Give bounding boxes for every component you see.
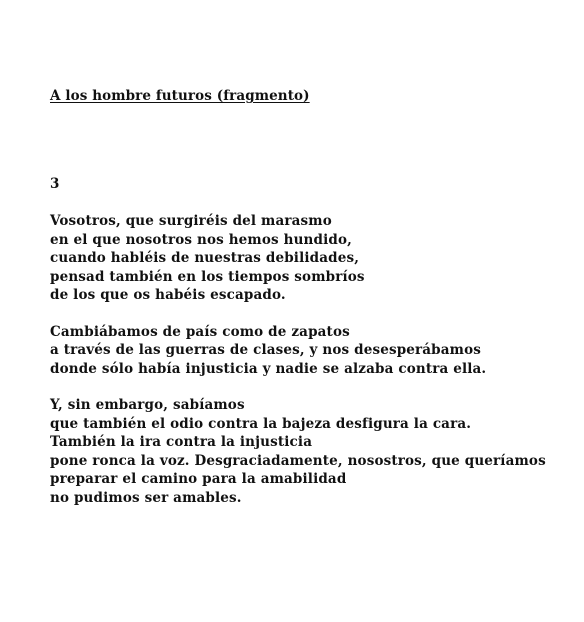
poem-line: Y, sin embargo, sabíamos xyxy=(50,397,245,413)
poem-line: preparar el camino para la amabilidad xyxy=(50,471,347,487)
poem-line: a través de las guerras de clases, y nos desesperábamos xyxy=(50,342,482,358)
stanza-3 xyxy=(50,396,580,507)
poem-line: donde sólo había injusticia y nadie se alzaba contra ella. xyxy=(50,360,487,377)
document-title: A los hombre futuros (fragmento) xyxy=(50,88,310,104)
poem-line: cuando habléis de nuestras debilidades, xyxy=(50,250,360,266)
section-number: 3 xyxy=(50,176,60,192)
poem-line: También la ira contra la injusticia xyxy=(50,434,313,450)
poem-line: en el que nosotros nos hemos hundido, xyxy=(50,231,352,248)
stanza-1 xyxy=(50,212,580,305)
poem-line: pone ronca la voz. Desgraciadamente, nosostros, que queríamos xyxy=(50,452,546,469)
poem-line: no pudimos ser amables. xyxy=(50,489,242,506)
poem-line: Cambiábamos de país como de zapatos xyxy=(50,323,350,340)
poem-line: Vosotros, que surgiréis del marasmo xyxy=(50,213,332,229)
poem-line: de los que os habéis escapado. xyxy=(50,287,286,303)
stanza-2 xyxy=(50,323,580,379)
poem-line: que también el odio contra la bajeza desfigura la cara. xyxy=(50,415,472,432)
poem-line: pensad también en los tiempos sombríos xyxy=(50,268,365,285)
poem-body xyxy=(50,212,580,525)
